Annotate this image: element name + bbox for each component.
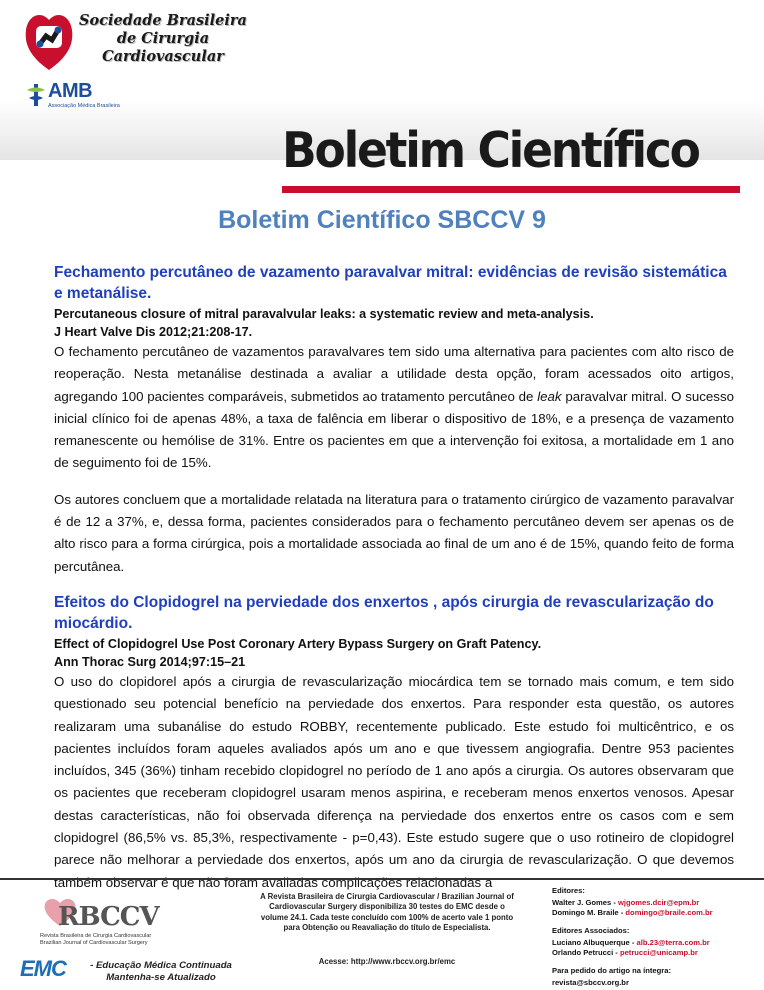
associate-email[interactable]: alb.23@terra.com.br [636,938,710,947]
rbccv-subtitle: Revista Brasileira de Cirurgia Cardiovascular Brazilian Journal of Cardiovascular Surgery [40,933,152,946]
article-paragraph: O uso do clopidorel após a cirurgia de revascularização miocárdica tem se tornado mais comum, e tem sido questionado seu potencial benefício na perviedade dos enxertos. Para responder esta questão, os autores realizaram uma subanálise do estudo ROBBY, recentemente publicado. Este estudo foi multicêntrico, e os pacientes incluídos foram aqueles avaliados após um ano e que tivessem angiografia. Dentre 953 pacientes incluídos, 345 (36%) tinham recebido clopidogrel no período de 1 ano após a cirurgia. Os autores observaram que os pacientes que receberam clopidogrel usaram menos aspirina, e receberam menos enxertos venosos. Apesar destas características, não foi observada diferença na perviedade dos enxertos entre os casos com e sem clopidogrel (86,5% vs. 85,3%, respectivamente - p=0,43). Este estudo sugere que o uso rotineiro de clopidogrel parece não melhorar a perviedade dos enxertos, após um ano da cirurgia de revascularização. O que devemos também observar é que não foram avaliadas complicações relacionadas a [54,673,734,890]
associate-name: Orlando Petrucci - [552,948,620,957]
editors-column [552,886,752,988]
associate-name: Luciano Albuquerque - [552,938,637,947]
emc-logo: EMC [20,956,66,981]
request-email[interactable]: revista@sbccv.org.br [552,978,629,987]
article-title: Efeitos do Clopidogrel na perviedade dos enxertos , após cirurgia de revascularização do miocárdio. [54,593,714,632]
editors-heading: Editores: [552,886,585,895]
article-1 [54,262,734,578]
article-citation: Ann Thorac Surg 2014;97:15–21 [54,654,246,669]
amb-subtitle: Associação Médica Brasileira [48,103,120,109]
article-english-title: Percutaneous closure of mitral paravalvular leaks: a systematic review and meta-analysis. [54,307,594,321]
associate-line [552,948,752,958]
editor-email[interactable]: domingo@braile.com.br [625,908,713,917]
article-english-title: Effect of Clopidogrel Use Post Coronary Artery Bypass Surgery on Graft Patency. [54,636,542,651]
sbccv-heart-logo-icon [22,6,76,76]
amb-caduceus-icon [24,82,48,108]
emc-tagline: - Educação Médica Continuada Mantenha-se Atualizado [90,960,232,983]
editor-email[interactable]: wjgomes.dcir@epm.br [617,898,700,907]
article-paragraph: Os autores concluem que a mortalidade relatada na literatura para o tratamento cirúrgico de vazamento paravalvar é de 12 a 37%, e, dessa forma, pacientes considerados para o fechamento percutâneo devem ser apenas os de alto risco para a forma cirúrgica, pois a mortalidade associada ao final de um ano é de 15%, quando feito de forma percutânea. [54,491,734,574]
article-paragraph: O fechamento percutâneo de vazamentos paravalvares tem sido uma alternativa para pacientes com alto risco de reoperação. Nesta metanálise destinada a avaliar a utilidade desta opção, foram acessados oito artigos, agregando 100 pacientes comparáveis, submetidos ao tratamento percutâneo de leak paravalvar mitral. O sucesso inicial clínico foi de apenas 48%, a taxa de falência em liberar o dispositivo de 18%, e a presença de vazamento remanescente ou hemólise de 31%. Entre os pacientes em que a intervenção foi exitosa, a mortalidade em 1 ano de seguimento foi de 15%. [54,344,734,471]
amb-logo: AMB [48,80,93,102]
article-title: Fechamento percutâneo de vazamento paravalvar mitral: evidências de revisão sistemática e metanálise. [54,264,727,302]
emc-access-link[interactable]: Acesse: http://www.rbccv.org.br/emc [318,957,456,966]
editor-line [552,908,752,918]
editor-name: Domingo M. Braile - [552,908,626,917]
society-name: Sociedade Brasileira de Cirurgia Cardiovascular [79,12,247,65]
associates-heading: Editores Associados: [552,926,630,935]
banner-red-bar [282,186,740,193]
article-list [54,262,734,894]
boletim-banner: Boletim Científico [282,122,699,179]
emc-notice: A Revista Brasileira de Cirurgia Cardiovascular / Brazilian Journal of Cardiovascular Surgery disponibiliza 30 testes do EMC desde o volume 24.1. Cada teste concluído com 100% de acerto vale 1 ponto para Obtenção ou Reavaliação do título de Especialista. [260,892,514,933]
italic-term: leak [537,388,562,404]
associate-email[interactable]: petrucci@unicamp.br [619,948,698,957]
editor-name: Walter J. Gomes - [552,898,618,907]
footer [0,878,764,990]
rbccv-logo: RBCCV [58,902,159,932]
request-heading: Para pedido do artigo na íntegra: [552,966,671,975]
associate-line [552,938,752,948]
article-2 [54,592,734,894]
article-citation: J Heart Valve Dis 2012;21:208-17. [54,325,253,339]
editor-line [552,898,752,908]
document-title: Boletim Científico SBCCV 9 [218,206,546,234]
